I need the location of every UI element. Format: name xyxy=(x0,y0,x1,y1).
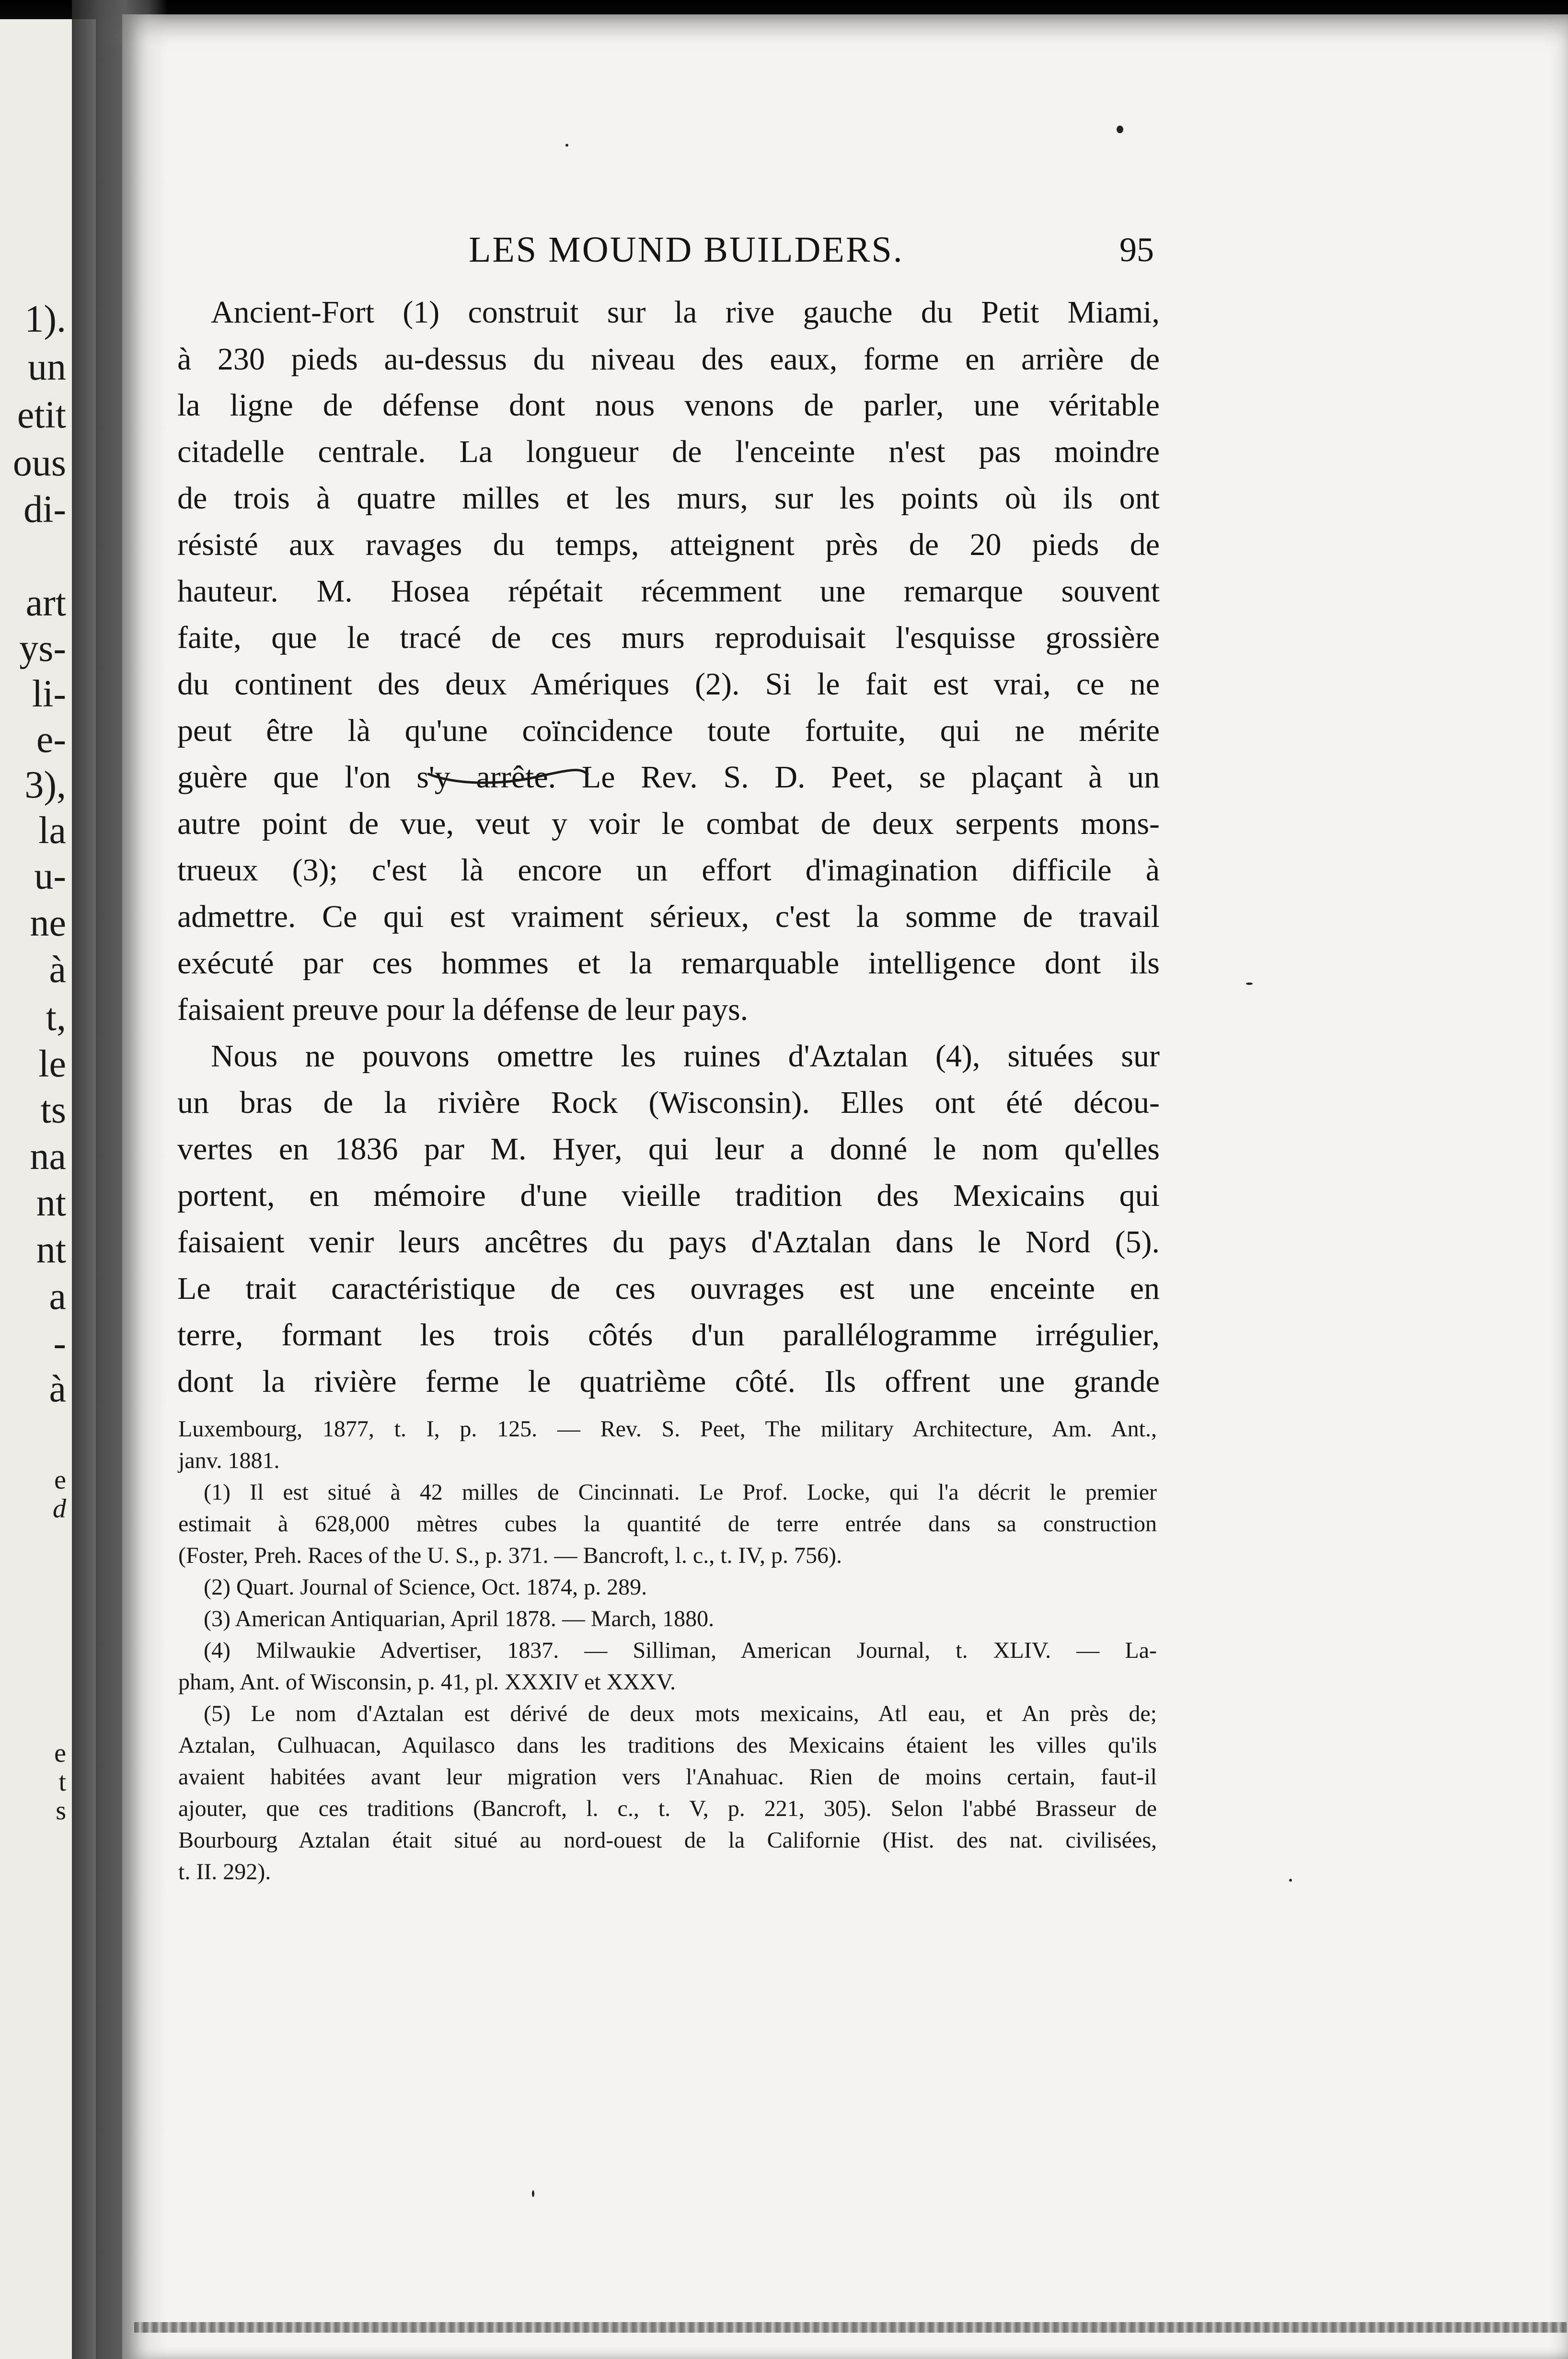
body-line: Le trait caractéristique de ces ouvrages est une enceinte en xyxy=(177,1271,1160,1306)
prev-page-fragment: t, xyxy=(46,996,66,1039)
prev-page-fragment: un xyxy=(28,346,66,388)
footnote-line: estimait à 628,000 mètres cubes la quantité de terre entrée dans sa construction xyxy=(178,1511,1157,1537)
prev-page-fragment: u- xyxy=(34,855,66,897)
body-line: la ligne de défense dont nous venons de parler, une véritable xyxy=(177,388,1160,423)
footnote-line: (Foster, Preh. Races of the U. S., p. 371. — Bancroft, l. c., t. IV, p. 756). xyxy=(178,1543,842,1568)
prev-page-fragment: ys- xyxy=(19,627,66,670)
prev-page-fragment: ous xyxy=(12,442,66,484)
prev-page-fragment: la xyxy=(38,809,66,852)
body-line: vertes en 1836 par M. Hyer, qui leur a donné le nom qu'elles xyxy=(177,1132,1160,1167)
body-line: faisaient preuve pour la défense de leur pays. xyxy=(177,992,749,1027)
footnote-line: (2) Quart. Journal of Science, Oct. 1874, p. 289. xyxy=(204,1574,647,1600)
running-head: LES MOUND BUILDERS. xyxy=(469,230,904,270)
body-line: un bras de la rivière Rock (Wisconsin). Elles ont été décou- xyxy=(177,1085,1160,1120)
prev-page-fragment: à xyxy=(49,1368,66,1410)
body-line: du continent des deux Amériques (2). Si le fait est vrai, ce ne xyxy=(177,667,1160,702)
body-line: autre point de vue, veut y voir le combat de deux serpents mons- xyxy=(177,806,1160,841)
body-line: citadelle centrale. La longueur de l'enceinte n'est pas moindre xyxy=(177,434,1160,469)
body-line: terre, formant les trois côtés d'un parallélogramme irrégulier, xyxy=(177,1318,1160,1353)
body-line: résisté aux ravages du temps, atteignent près de 20 pieds de xyxy=(177,527,1160,562)
scan-speck xyxy=(532,2190,534,2197)
prev-page-fragment: 3), xyxy=(24,764,66,806)
footnote-line: (3) American Antiquarian, April 1878. — March, 1880. xyxy=(204,1606,715,1631)
prev-page-fragment: e- xyxy=(36,718,66,761)
prev-page-fragment: le xyxy=(38,1043,66,1085)
body-line: peut être là qu'une coïncidence toute fortuite, qui ne mérite xyxy=(177,713,1160,748)
footnote-line: ajouter, que ces traditions (Bancroft, l. c., t. V, p. 221, 305). Selon l'abbé Brasseur de xyxy=(178,1796,1157,1821)
prev-page-fragment: li- xyxy=(32,673,66,715)
pencil-underline-mark xyxy=(427,760,589,788)
body-line: de trois à quatre milles et les murs, sur les points où ils ont xyxy=(177,481,1160,516)
body-line: dont la rivière ferme le quatrième côté. Ils offrent une grande xyxy=(177,1364,1160,1399)
footnote-line: janv. 1881. xyxy=(178,1448,280,1473)
prev-page-fragment: nt xyxy=(36,1229,66,1271)
scan-speck xyxy=(565,144,568,147)
footnote-line: Aztalan, Culhuacan, Aquilasco dans les traditions des Mexicains étaient les villes qu'ils xyxy=(178,1733,1157,1758)
prev-page-fragment: à xyxy=(49,948,66,991)
footnote-line: Bourbourg Aztalan était situé au nord-ouest de la Californie (Hist. des nat. civilisées, xyxy=(178,1827,1157,1853)
footnote-line: pham, Ant. of Wisconsin, p. 41, pl. XXXIV et XXXV. xyxy=(178,1669,676,1695)
prev-page-fragment: t xyxy=(58,1767,66,1797)
scan-speck xyxy=(1117,126,1123,133)
body-line: portent, en mémoire d'une vieille tradition des Mexicains qui xyxy=(177,1178,1160,1213)
bottom-scan-edge xyxy=(134,2322,1567,2333)
footnote-line: Luxembourg, 1877, t. I, p. 125. — Rev. S. Peet, The military Architecture, Am. Ant., xyxy=(178,1416,1157,1442)
body-line: admettre. Ce qui est vraiment sérieux, c'est la somme de travail xyxy=(177,899,1160,934)
prev-page-fragment: di- xyxy=(23,488,66,531)
prev-page-fragment: art xyxy=(25,582,66,624)
body-line: guère que l'on s'y arrête. Le Rev. S. D. Peet, se plaçant à un xyxy=(177,760,1160,795)
body-line: hauteur. M. Hosea répétait récemment une remarque souvent xyxy=(177,574,1160,609)
scan-speck xyxy=(1246,983,1253,985)
body-line: à 230 pieds au-dessus du niveau des eaux, forme en arrière de xyxy=(177,342,1160,377)
prev-page-fragment: etit xyxy=(17,394,66,436)
prev-page-fragment: e xyxy=(54,1738,66,1768)
footnote-line: (4) Milwaukie Advertiser, 1837. — Silliman, American Journal, t. XLIV. — La- xyxy=(204,1638,1157,1663)
body-line: faisaient venir leurs ancêtres du pays d'Aztalan dans le Nord (5). xyxy=(177,1225,1160,1260)
footnote-line: t. II. 292). xyxy=(178,1859,271,1885)
body-line: exécuté par ces hommes et la remarquable intelligence dont ils xyxy=(177,946,1160,981)
page-number: 95 xyxy=(1119,231,1154,269)
prev-page-fragment: e xyxy=(54,1465,66,1495)
footnote-line: (1) Il est situé à 42 milles de Cincinnati. Le Prof. Locke, qui l'a décrit le premier xyxy=(204,1480,1157,1505)
prev-page-fragment: nt xyxy=(36,1182,66,1224)
body-line: trueux (3); c'est là encore un effort d'imagination difficile à xyxy=(177,853,1160,888)
prev-page-fragment: d xyxy=(53,1494,66,1524)
body-line: faite, que le tracé de ces murs reproduisait l'esquisse grossière xyxy=(177,620,1160,655)
footnote-line: (5) Le nom d'Aztalan est dérivé de deux mots mexicains, Atl eau, et An près de; xyxy=(204,1701,1157,1726)
prev-page-fragment: - xyxy=(53,1322,66,1365)
prev-page-fragment: ne xyxy=(30,902,66,944)
body-line: Nous ne pouvons omettre les ruines d'Aztalan (4), situées sur xyxy=(211,1039,1160,1074)
scan-speck xyxy=(1289,1879,1292,1882)
prev-page-fragment: a xyxy=(49,1275,66,1318)
page-gutter-shadow xyxy=(72,0,168,2359)
body-line: Ancient-Fort (1) construit sur la rive gauche du Petit Miami, xyxy=(211,295,1160,330)
prev-page-fragment: s xyxy=(56,1796,66,1826)
footnote-line: avaient habitées avant leur migration vers l'Anahuac. Rien de moins certain, faut-il xyxy=(178,1764,1157,1790)
prev-page-fragment: ts xyxy=(40,1089,66,1131)
prev-page-fragment: 1). xyxy=(24,298,66,340)
prev-page-fragment: na xyxy=(30,1135,66,1178)
